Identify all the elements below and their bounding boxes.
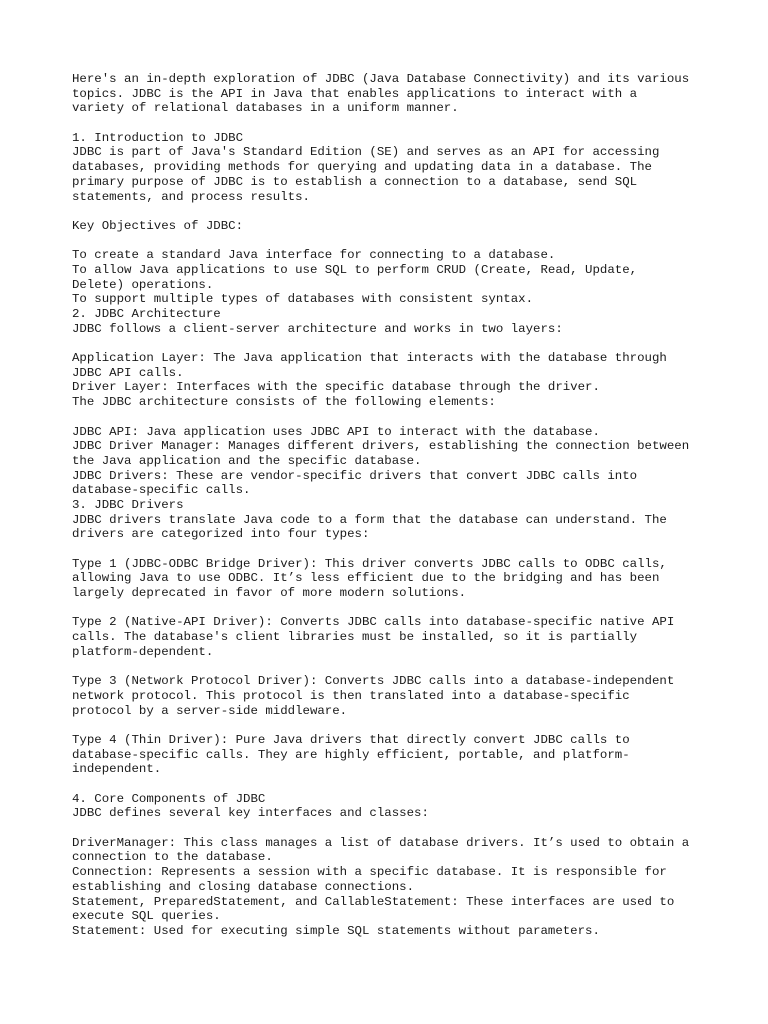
text-line: JDBC Driver Manager: Manages different drivers, establishing the connection between [72, 439, 690, 454]
blank-line [72, 660, 712, 675]
text-line: Type 2 (Native-API Driver): Converts JDBC calls into database-specific native API [72, 615, 675, 630]
text-line: protocol by a server-side middleware. [72, 703, 348, 718]
text-line: Statement: Used for executing simple SQL statements without parameters. [72, 923, 600, 938]
text-line: The JDBC architecture consists of the following elements: [72, 395, 496, 410]
text-line: database-specific calls. They are highly efficient, portable, and platform- [72, 747, 630, 762]
text-line: Driver Layer: Interfaces with the specific database through the driver. [72, 380, 600, 395]
blank-line [72, 410, 712, 425]
text-line: 2. JDBC Architecture [72, 307, 221, 321]
text-line: execute SQL queries. [72, 909, 221, 924]
text-line: JDBC drivers translate Java code to a form that the database can understand. The [72, 512, 667, 527]
text-line: primary purpose of JDBC is to establish a connection to a database, send SQL [72, 174, 638, 189]
text-line: Type 3 (Network Protocol Driver): Converts JDBC calls into a database-independent [72, 674, 675, 689]
text-line: JDBC defines several key interfaces and classes: [72, 806, 429, 821]
blank-line [72, 542, 712, 557]
text-line: databases, providing methods for querying and updating data in a database. The [72, 160, 652, 175]
text-line: allowing Java to use ODBC. It’s less efficient due to the bridging and has been [72, 571, 660, 586]
text-line: To create a standard Java interface for connecting to a database. [72, 248, 556, 263]
text-line: variety of relational databases in a uniform manner. [72, 101, 459, 116]
text-line: To allow Java applications to use SQL to perform CRUD (Create, Read, Update, [72, 262, 638, 277]
blank-line [72, 116, 712, 131]
text-line: JDBC API calls. [72, 365, 184, 380]
text-line: Statement, PreparedStatement, and CallableStatement: These interfaces are used to [72, 894, 675, 909]
text-line: 4. Core Components of JDBC [72, 791, 266, 806]
blank-line [72, 718, 712, 733]
text-line: platform-dependent. [72, 644, 214, 659]
text-line: 3. JDBC Drivers [72, 497, 184, 512]
text-line: drivers are categorized into four types: [72, 527, 370, 542]
text-line: establishing and closing database connections. [72, 879, 415, 894]
blank-line [72, 234, 712, 249]
text-line: JDBC Drivers: These are vendor-specific drivers that convert JDBC calls into [72, 468, 638, 483]
text-line: JDBC follows a client-server architecture and works in two layers: [72, 321, 563, 336]
text-line: connection to the database. [72, 850, 273, 865]
text-line: Delete) operations. [72, 277, 214, 292]
text-line: database-specific calls. [72, 483, 251, 498]
text-line: largely deprecated in favor of more modern solutions. [72, 586, 467, 601]
text-line: Connection: Represents a session with a specific database. It is responsible for [72, 865, 667, 880]
text-line: JDBC is part of Java's Standard Edition (SE) and serves as an API for accessing [72, 145, 660, 160]
text-line: To support multiple types of databases with consistent syntax. [72, 292, 534, 307]
text-line: Application Layer: The Java application that interacts with the database through [72, 351, 667, 366]
text-line: the Java application and the specific database. [72, 453, 422, 468]
blank-line [72, 821, 712, 836]
blank-line [72, 336, 712, 351]
text-line: Type 1 (JDBC-ODBC Bridge Driver): This driver converts JDBC calls to ODBC calls, [72, 556, 667, 571]
text-line: statements, and process results. [72, 189, 310, 204]
text-line: Key Objectives of JDBC: [72, 218, 244, 233]
text-line: calls. The database's client libraries must be installed, so it is partially [72, 630, 638, 645]
text-line: topics. JDBC is the API in Java that enables applications to interact with a [72, 86, 638, 101]
text-line: independent. [72, 762, 162, 777]
blank-line [72, 204, 712, 219]
text-line: network protocol. This protocol is then translated into a database-specific [72, 688, 630, 703]
blank-line [72, 601, 712, 616]
text-line: Here's an in-depth exploration of JDBC (Java Database Connectivity) and its various [72, 72, 690, 86]
text-line: DriverManager: This class manages a list of database drivers. It’s used to obtain a [72, 835, 690, 850]
document-page [72, 72, 712, 939]
text-line: JDBC API: Java application uses JDBC API to interact with the database. [72, 424, 600, 439]
text-line: 1. Introduction to JDBC [72, 130, 244, 145]
blank-line [72, 777, 712, 792]
text-line: Type 4 (Thin Driver): Pure Java drivers that directly convert JDBC calls to [72, 732, 630, 747]
